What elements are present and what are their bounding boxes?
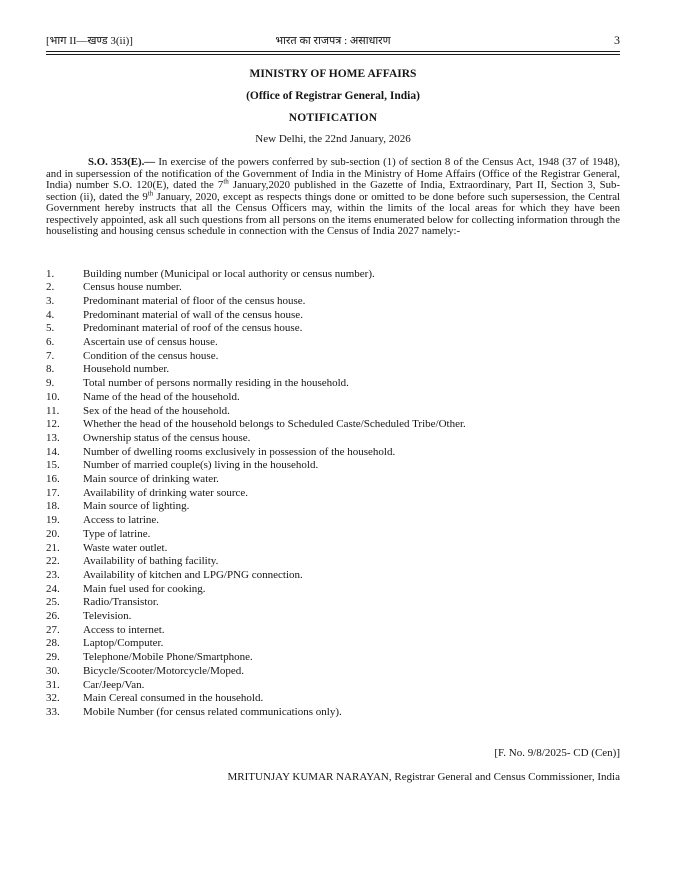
- header-part-section-label: [भाग II—खण्ड 3(ii)]: [46, 35, 133, 47]
- ordinal-superscript-1: th: [223, 177, 229, 186]
- running-header: [46, 34, 620, 48]
- list-item-text: Bicycle/Scooter/Motorcycle/Moped.: [83, 664, 244, 677]
- list-item: [46, 624, 620, 638]
- office-subheading: (Office of Registrar General, India): [246, 90, 420, 102]
- list-item-text: Ownership status of the census house.: [83, 431, 251, 444]
- page-number: 3: [614, 33, 620, 47]
- list-item-text: Access to internet.: [83, 623, 165, 636]
- list-item-number: 7.: [46, 349, 55, 362]
- list-item: [46, 610, 620, 624]
- list-item: [46, 583, 620, 597]
- list-item-text: Condition of the census house.: [83, 349, 219, 362]
- list-item: [46, 446, 620, 460]
- list-item-number: 28.: [46, 637, 60, 650]
- ministry-heading: MINISTRY OF HOME AFFAIRS: [249, 68, 417, 80]
- list-item-text: Availability of drinking water source.: [83, 486, 249, 499]
- list-item-text: Predominant material of floor of the census house.: [83, 294, 306, 307]
- list-item-number: 18.: [46, 500, 60, 513]
- list-item-number: 9.: [46, 377, 55, 390]
- list-item: [46, 322, 620, 336]
- list-item-text: Number of dwelling rooms exclusively in possession of the household.: [83, 445, 396, 458]
- list-item: [46, 692, 620, 706]
- list-item-text: Telephone/Mobile Phone/Smartphone.: [83, 651, 253, 664]
- list-item: [46, 706, 620, 720]
- list-item: [46, 459, 620, 473]
- list-item: [46, 665, 620, 679]
- list-item: [46, 405, 620, 419]
- list-item-number: 30.: [46, 664, 60, 677]
- list-item-number: 4.: [46, 308, 55, 321]
- list-item-number: 5.: [46, 322, 55, 335]
- so-number: S.O. 353(E).—: [88, 156, 156, 168]
- list-item-text: Predominant material of roof of the census house.: [83, 322, 303, 335]
- list-item: [46, 514, 620, 528]
- list-item-text: Type of latrine.: [83, 527, 151, 540]
- list-item: [46, 637, 620, 651]
- signature-line: MRITUNJAY KUMAR NARAYAN, Registrar General and Census Commissioner, India: [227, 770, 620, 783]
- list-item: [46, 528, 620, 542]
- list-item-text: Radio/Transistor.: [83, 596, 159, 609]
- list-item-text: Availability of bathing facility.: [83, 555, 219, 568]
- list-item: [46, 295, 620, 309]
- list-item: [46, 268, 620, 282]
- list-item-number: 21.: [46, 541, 60, 554]
- list-item: [46, 432, 620, 446]
- list-item-text: Availability of kitchen and LPG/PNG connection.: [83, 568, 303, 581]
- list-item-number: 19.: [46, 514, 60, 527]
- list-item-number: 11.: [46, 404, 60, 417]
- list-item-text: Access to latrine.: [83, 514, 160, 527]
- list-item-number: 6.: [46, 336, 55, 349]
- file-number: [F. No. 9/8/2025- CD (Cen)]: [494, 746, 620, 759]
- list-item-number: 3.: [46, 294, 55, 307]
- header-gazette-title: भारत का राजपत्र : असाधारण: [275, 35, 391, 47]
- list-item-text: Car/Jeep/Van.: [83, 678, 145, 691]
- list-item: [46, 363, 620, 377]
- list-item-number: 27.: [46, 623, 60, 636]
- list-item: [46, 569, 620, 583]
- paragraph-text-1: In exercise of the powers conferred by sub-section (1) of section 8 of the Census Act, 1948 (37 of 1948), and in supersession of the notification of the Government of India in the Ministry of Home Affairs (Office of the Registrar General, India) number S.O. 120(E), dated the 7: [46, 156, 620, 191]
- paragraph-text-3: January, 2020, except as respects things done or omitted to be done before such supersession, the Central Government hereby instructs that all the Census Officers may, within the limits of the local areas for which they have been respectively appointed, ask all such questions from all persons on the items enumerated below for collecting information through the houselisting and housing census schedule in connection with the Census of India 2027 namely:-: [46, 190, 620, 237]
- list-item-number: 14.: [46, 445, 60, 458]
- list-item-text: Number of married couple(s) living in the household.: [83, 459, 319, 472]
- list-item-number: 25.: [46, 596, 60, 609]
- list-item: [46, 651, 620, 665]
- notification-heading: NOTIFICATION: [288, 112, 378, 124]
- list-item: [46, 350, 620, 364]
- list-item-number: 10.: [46, 390, 60, 403]
- list-item-text: Total number of persons normally residing in the household.: [83, 377, 349, 390]
- list-item-text: Main source of drinking water.: [83, 473, 219, 486]
- list-item-number: 33.: [46, 706, 60, 718]
- list-item-text: Main fuel used for cooking.: [83, 582, 206, 595]
- paragraph-text-2: January,2020 published in the Gazette of India, Extraordinary, Part II, Section 3, Sub-section (ii), dated the 9: [46, 179, 621, 203]
- list-item-number: 26.: [46, 610, 60, 623]
- list-item: [46, 391, 620, 405]
- notification-paragraph: [46, 157, 620, 238]
- list-item-number: 23.: [46, 568, 60, 581]
- list-item: [46, 596, 620, 610]
- census-questions-list: [46, 268, 620, 720]
- list-item-number: 8.: [46, 363, 55, 376]
- list-item-number: 22.: [46, 555, 60, 568]
- list-item: [46, 500, 620, 514]
- list-item-text: Main source of lighting.: [83, 500, 190, 513]
- list-item-text: Main Cereal consumed in the household.: [83, 692, 264, 705]
- list-item-number: 20.: [46, 527, 60, 540]
- list-item-text: Name of the head of the household.: [83, 390, 240, 403]
- list-item: [46, 487, 620, 501]
- list-item-text: Waste water outlet.: [83, 541, 168, 554]
- list-item-number: 12.: [46, 418, 60, 431]
- list-item-number: 31.: [46, 678, 60, 691]
- list-item-text: Predominant material of wall of the census house.: [83, 308, 303, 321]
- list-item-number: 16.: [46, 473, 60, 486]
- list-item-number: 17.: [46, 486, 60, 499]
- header-divider-rule: [46, 51, 620, 55]
- list-item-number: 24.: [46, 582, 60, 595]
- list-item-text: Household number.: [83, 363, 170, 376]
- list-item-text: Whether the head of the household belongs to Scheduled Caste/Scheduled Tribe/Other.: [83, 418, 466, 431]
- list-item: [46, 679, 620, 693]
- list-item: [46, 336, 620, 350]
- list-item-number: 32.: [46, 692, 60, 705]
- list-item: [46, 418, 620, 432]
- list-item-text: Mobile Number (for census related communications only).: [83, 706, 342, 718]
- list-item-text: Sex of the head of the household.: [83, 404, 230, 417]
- list-item-text: Television.: [83, 610, 132, 623]
- list-item-number: 15.: [46, 459, 60, 472]
- list-item-number: 29.: [46, 651, 60, 664]
- list-item: [46, 473, 620, 487]
- list-item-number: 2.: [46, 281, 55, 294]
- list-item-number: 13.: [46, 431, 60, 444]
- list-item-text: Laptop/Computer.: [83, 637, 164, 650]
- list-item: [46, 377, 620, 391]
- list-item: [46, 309, 620, 323]
- ordinal-superscript-2: th: [147, 188, 154, 197]
- list-item: [46, 281, 620, 295]
- list-item-text: Building number (Municipal or local authority or census number).: [83, 267, 375, 280]
- list-item: [46, 555, 620, 569]
- list-item: [46, 542, 620, 556]
- list-item-number: 1.: [46, 267, 55, 280]
- dateline: New Delhi, the 22nd January, 2026: [255, 133, 411, 145]
- list-item-text: Census house number.: [83, 281, 182, 294]
- list-item-text: Ascertain use of census house.: [83, 336, 218, 349]
